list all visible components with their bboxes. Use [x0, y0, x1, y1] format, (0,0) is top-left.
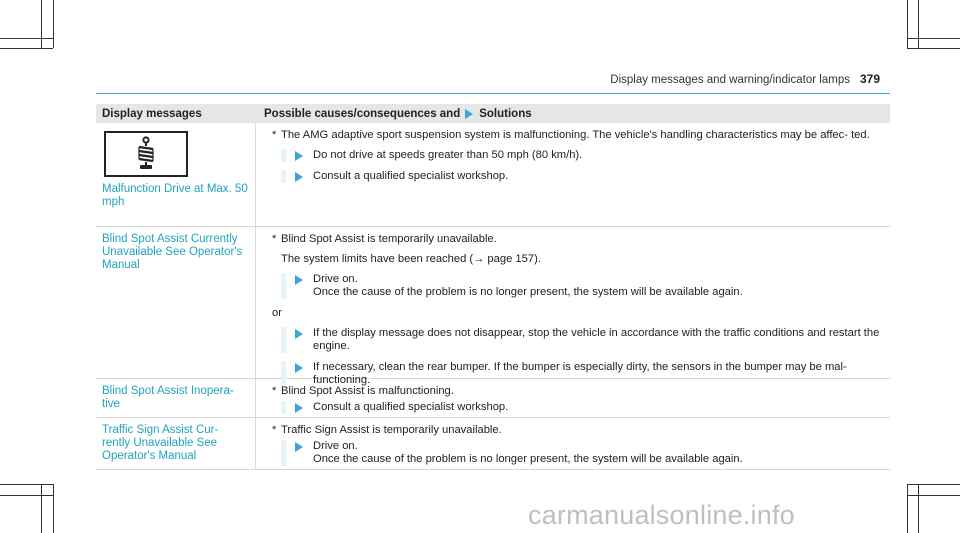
solution-step: Drive on. Once the cause of the problem is no longer present, the system will be available again. — [281, 440, 882, 466]
crop-mark — [907, 48, 960, 49]
solution-step: Do not drive at speeds greater than 50 mph (80 km/h). — [281, 149, 882, 162]
or-separator: or — [272, 307, 282, 319]
solution-step: If necessary, clean the rear bumper. If the bumper is especially dirty, the sensors in the bumper may be mal- functioning. — [281, 361, 882, 387]
table-row — [96, 123, 890, 227]
solution-step: Consult a qualified specialist workshop. — [281, 401, 882, 414]
table-header — [96, 104, 890, 123]
crop-mark — [907, 484, 908, 533]
crop-mark — [41, 0, 42, 48]
step-arrow-icon — [295, 329, 303, 339]
table-row — [96, 418, 890, 470]
crop-mark — [907, 484, 960, 485]
col-display-messages: Display messages — [102, 107, 202, 120]
solution-step: Consult a qualified specialist workshop. — [281, 170, 882, 183]
crop-mark — [53, 484, 54, 533]
section-title: Display messages and warning/indicator lamps — [610, 74, 850, 86]
step-arrow-icon — [295, 363, 303, 373]
suspension-coil-spring-icon — [104, 131, 188, 177]
step-arrow-icon — [295, 403, 303, 413]
page-number: 379 — [859, 72, 880, 86]
crop-mark — [907, 495, 960, 496]
crop-mark — [907, 0, 908, 48]
crop-mark — [0, 484, 53, 485]
crop-mark — [53, 0, 54, 48]
crop-mark — [0, 495, 53, 496]
solution-step: Drive on. Once the cause of the problem is no longer present, the system will be available again. — [281, 273, 882, 299]
table-row — [96, 379, 890, 418]
solution-step: If the display message does not disappear, stop the vehicle in accordance with the traffic conditions and restart the engine. — [281, 327, 882, 353]
display-messages-table — [96, 104, 890, 470]
crop-mark — [41, 484, 42, 533]
header-rule — [96, 93, 890, 94]
solution-arrow-icon — [465, 109, 473, 119]
cause-item: * Traffic Sign Assist is temporarily unavailable. — [272, 424, 502, 436]
table-row — [96, 227, 890, 386]
cause-item: * Blind Spot Assist is malfunctioning. — [272, 385, 454, 397]
step-arrow-icon — [295, 442, 303, 452]
message-text: Blind Spot Assist Currently Unavailable See Operator's Manual — [96, 227, 256, 378]
crop-mark — [907, 38, 960, 39]
message-text: Blind Spot Assist Inopera- tive — [96, 379, 256, 417]
crop-mark — [918, 484, 919, 533]
crop-mark — [918, 0, 919, 48]
cause-item: * The AMG adaptive sport suspension system is malfunctioning. The vehicle's handling characteristics may be affec- ted. — [272, 129, 870, 141]
cause-item: * Blind Spot Assist is temporarily unavailable. — [272, 233, 497, 245]
crop-mark — [0, 48, 53, 49]
running-header — [610, 72, 880, 86]
step-arrow-icon — [295, 172, 303, 182]
crop-mark — [0, 38, 53, 39]
watermark: carmanualsonline.info — [528, 500, 795, 530]
message-text: Traffic Sign Assist Cur- rently Unavailable See Operator's Manual — [96, 418, 256, 469]
step-arrow-icon — [295, 151, 303, 161]
message-text: Malfunction Drive at Max. 50 mph — [102, 183, 248, 208]
step-arrow-icon — [295, 275, 303, 285]
cause-note: The system limits have been reached (→ page 157). — [281, 253, 541, 265]
col-causes-solutions: Possible causes/consequences and Solutions — [264, 107, 532, 120]
